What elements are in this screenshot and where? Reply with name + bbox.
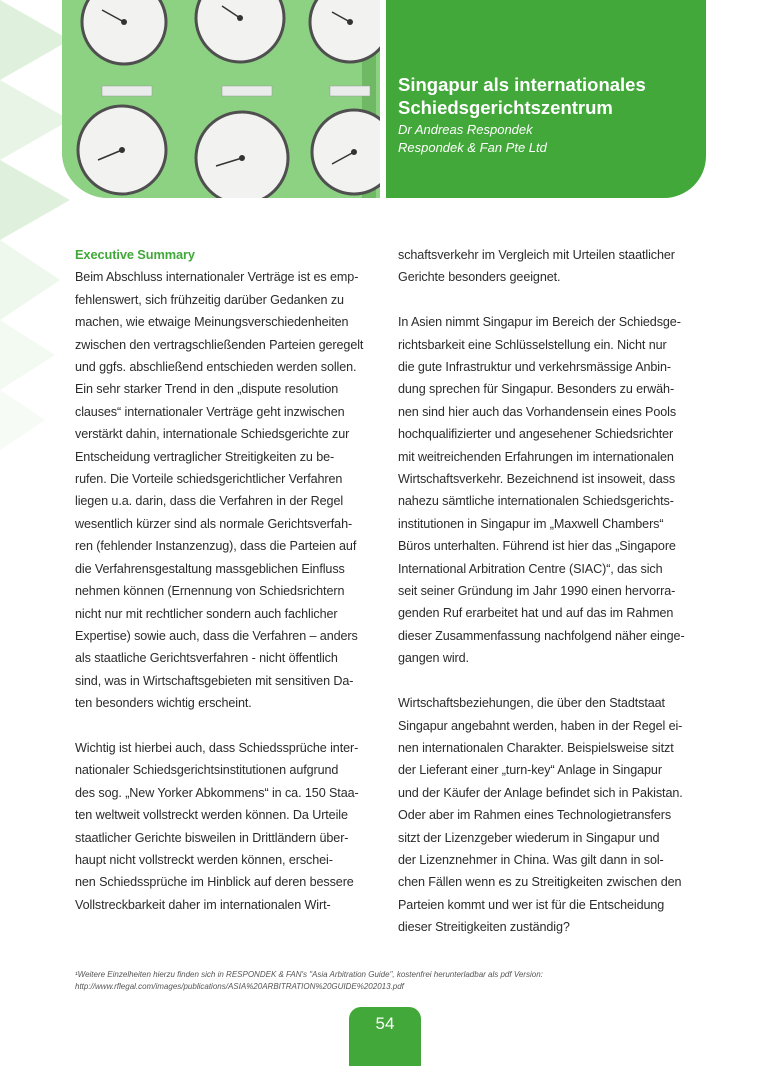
text-line: dieser Zusammenfassung nachfolgend näher einge-: [398, 628, 685, 643]
text-line: genden Ruf erarbeitet hat und auf das im Rahmen: [398, 606, 674, 621]
text-line: rufen. Die Vorteile schiedsgerichtlicher Verfahren: [75, 472, 343, 487]
text-line: staatlicher Gerichte bisweilen in Drittländern über-: [75, 830, 349, 845]
text-line: nationaler Schiedsgerichtsinstitutionen aufgrund: [75, 763, 339, 778]
text-line: Oder aber im Rahmen eines Technologietransfers: [398, 808, 672, 823]
text-line: chen Fällen wenn es zu Streitigkeiten zwischen den: [398, 875, 682, 890]
right-text-column: [398, 244, 714, 939]
text-line: nehmen können (Ernennung von Schiedsrichtern: [75, 584, 345, 599]
right-paragraph-3: [398, 692, 714, 938]
text-line: als staatliche Gerichtsverfahren - nicht öffentlich: [75, 651, 338, 666]
text-line: die gute Infrastruktur und verkehrsmässige Anbin-: [398, 360, 672, 375]
text-line: haupt nicht vollstreckt werden können, erschei-: [75, 852, 333, 867]
header-photo-pressure-gauges: [62, 0, 380, 198]
text-line: verstärkt dahin, internationale Schiedsgerichte zur: [75, 427, 350, 442]
text-line: Singapur angebahnt werden, haben in der Regel ei-: [398, 718, 683, 733]
text-line: In Asien nimmt Singapur im Bereich der Schiedsge-: [398, 315, 681, 330]
header-title-box: [386, 0, 706, 198]
text-line: Expertise) sowie auch, dass die Verfahren – anders: [75, 628, 358, 643]
text-line: ren (fehlender Instanzenzug), dass die Parteien auf: [75, 539, 357, 554]
text-line: Entscheidung vertraglicher Streitigkeiten zu be-: [75, 449, 335, 464]
page-number: 54: [375, 1014, 395, 1033]
text-line: Parteien kommt und wer ist für die Entscheidung: [398, 897, 665, 912]
footnote: [75, 969, 695, 992]
left-paragraph-2: [75, 737, 391, 916]
text-line: ten weltweit vollstreckt werden können. Da Urteile: [75, 808, 348, 823]
text-line: Gerichte besonders geeignet.: [398, 270, 561, 285]
text-line: Büros unterhalten. Führend ist hier das „Singapore: [398, 539, 676, 554]
text-line: liegen u.a. darin, dass die Verfahren in der Regel: [75, 494, 344, 509]
text-line: Wirtschaftsbeziehungen, die über den Stadtstaat: [398, 696, 665, 711]
text-line: Wirtschaftsverkehr. Bezeichnend ist insoweit, dass: [398, 472, 676, 487]
text-line: nen Schiedssprüche im Hinblick auf deren bessere: [75, 875, 354, 890]
text-line: des sog. „New Yorker Abkommens“ in ca. 150 Staa-: [75, 785, 359, 800]
text-line: die Verfahrensgestaltung massgeblichen Einfluss: [75, 561, 345, 576]
text-line: der Lizenznehmer in China. Was gilt dann in sol-: [398, 852, 664, 867]
text-line: und ggfs. abschließend entschieden werden sollen.: [75, 360, 357, 375]
text-line: fehlenswert, sich frühzeitig darüber Gedanken zu: [75, 292, 344, 307]
text-line: Beim Abschluss internationaler Verträge ist es emp-: [75, 270, 359, 285]
text-line: ten besonders wichtig erscheint.: [75, 696, 252, 711]
text-line: sitzt der Lizenzgeber wiederum in Singapur und: [398, 830, 660, 845]
text-line: clauses“ internationaler Verträge geht inzwischen: [75, 404, 345, 419]
left-paragraph-1: [75, 266, 391, 714]
text-line: Ein sehr starker Trend in den „dispute resolution: [75, 382, 339, 397]
text-line: nahezu sämtliche internationalen Schiedsgerichts-: [398, 494, 674, 509]
left-text-column: [75, 244, 391, 916]
text-line: nen sind hier auch das Vorhandensein eines Pools: [398, 404, 677, 419]
article-company: Respondek & Fan Pte Ltd: [398, 140, 547, 155]
text-line: zwischen den vertragschließenden Parteien geregelt: [75, 337, 364, 352]
text-line: mit weitreichenden Erfahrungen im internationalen: [398, 449, 674, 464]
text-line: nicht nur mit rechtlicher sondern auch fachlicher: [75, 606, 338, 621]
executive-summary-heading: Executive Summary: [75, 247, 195, 262]
text-line: der Lieferant einer „turn-key“ Anlage in Singapur: [398, 763, 662, 778]
text-line: schaftsverkehr im Vergleich mit Urteilen staatlicher: [398, 248, 675, 262]
text-line: institutionen in Singapur im „Maxwell Chambers“: [398, 516, 664, 531]
page-number-tab: [349, 1007, 421, 1066]
text-line: dieser Streitigkeiten zuständig?: [398, 920, 570, 935]
footnote-url: http://www.rflegal.com/images/publications/ASIA%20ARBITRATION%20GUIDE%202013.pdf: [75, 981, 404, 991]
text-line: hochqualifizierter und angesehener Schiedsrichter: [398, 427, 674, 442]
text-line: richtsbarkeit eine Schlüsselstellung ein. Nicht nur: [398, 337, 667, 352]
text-line: Wichtig ist hierbei auch, dass Schiedssprüche inter-: [75, 740, 359, 755]
text-line: sind, was in Wirtschaftsgebieten mit sensitiven Da-: [75, 673, 354, 688]
text-line: nen internationalen Charakter. Beispielsweise sitzt: [398, 740, 674, 755]
text-line: machen, wie etwaige Meinungsverschiedenheiten: [75, 315, 349, 330]
footnote-text: ¹Weitere Einzelheiten hierzu finden sich in RESPONDEK & FAN's "Asia Arbitration Guide", kostenfrei herunterladbar als pdf Version:: [75, 970, 543, 979]
text-line: dung sprechen für Singapur. Besonders zu erwäh-: [398, 382, 675, 397]
text-line: gangen wird.: [398, 651, 469, 666]
text-line: Vollstreckbarkeit daher im internationalen Wirt-: [75, 897, 331, 912]
text-line: International Arbitration Centre (SIAC)“, das sich: [398, 561, 663, 576]
article-title: Singapur als internationales Schiedsgerichtszentrum: [398, 74, 646, 118]
text-line: seit seiner Gründung im Jahr 1990 einen hervorra-: [398, 584, 676, 599]
right-paragraph-1: [398, 244, 714, 289]
article-author: Dr Andreas Respondek: [398, 122, 533, 137]
text-line: wesentlich kürzer sind als normale Gerichtsverfah-: [75, 516, 353, 531]
right-paragraph-2: [398, 311, 714, 670]
text-line: und der Käufer der Anlage befindet sich in Pakistan.: [398, 785, 683, 800]
